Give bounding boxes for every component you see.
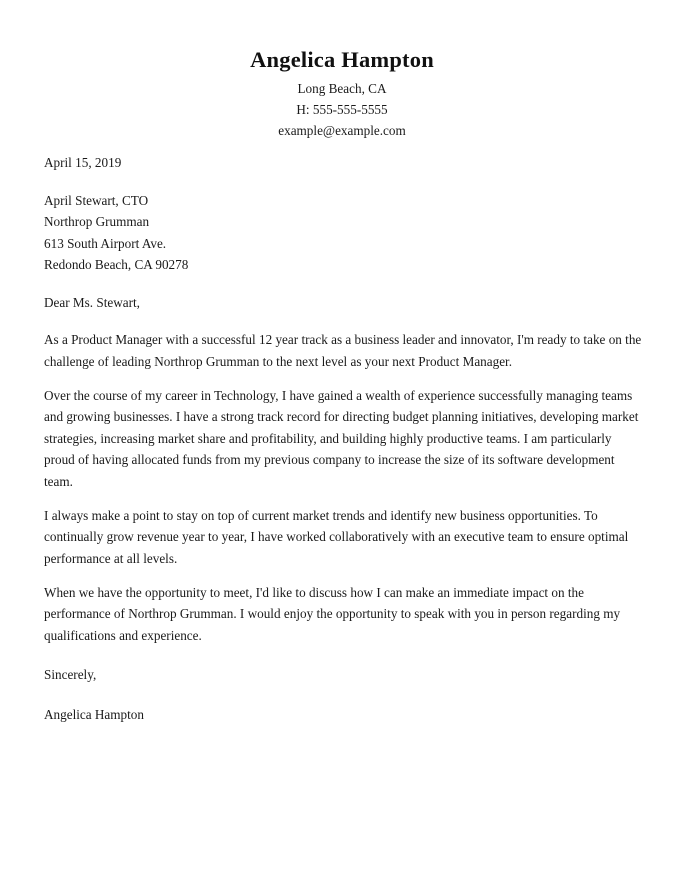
recipient-street: 613 South Airport Ave. — [44, 235, 167, 251]
recipient-city-state-zip: Redondo Beach, CA 90278 — [44, 257, 189, 272]
sender-name: Angelica Hampton — [250, 47, 434, 72]
signature-name: Angelica Hampton — [44, 706, 144, 722]
recipient-name-title: April Stewart, CTO — [44, 192, 149, 208]
letter-body — [44, 152, 644, 725]
recipient-address — [44, 190, 644, 276]
salutation: Dear Ms. Stewart, — [44, 294, 140, 310]
body-paragraph: When we have the opportunity to meet, I'd like to discuss how I can make an immediate impact on the performance of Northrop Grumman. I would enjoy the opportunity to speak with you in person regarding my qualifications and experience. — [44, 584, 621, 643]
body-paragraph: As a Product Manager with a successful 12 year track as a business leader and innovator, I'm ready to take on the challenge of leading Northrop Grumman to the next level as your next Product Manager. — [44, 332, 642, 369]
letter-header — [0, 46, 684, 141]
sender-phone: H: 555-555-5555 — [296, 102, 388, 117]
recipient-company: Northrop Grumman — [44, 214, 150, 229]
letter-date: April 15, 2019 — [44, 155, 122, 170]
body-paragraph: I always make a point to stay on top of current market trends and identify new business opportunities. To continually grow revenue year to year, I have worked collaboratively with an executive team to ensure optimal performance at all levels. — [44, 507, 629, 566]
sender-email: example@example.com — [278, 123, 406, 138]
body-paragraph: Over the course of my career in Technology, I have gained a wealth of experience successfully managing teams and growing businesses. I have a strong track record for directing budget planning initiatives, developing market strategies, increasing market share and profitability, and building highly productive teams. I am particularly proud of having allocated funds from my previous company to increase the size of its software development team. — [44, 387, 639, 489]
closing: Sincerely, — [44, 667, 97, 682]
sender-location: Long Beach, CA — [297, 81, 387, 96]
